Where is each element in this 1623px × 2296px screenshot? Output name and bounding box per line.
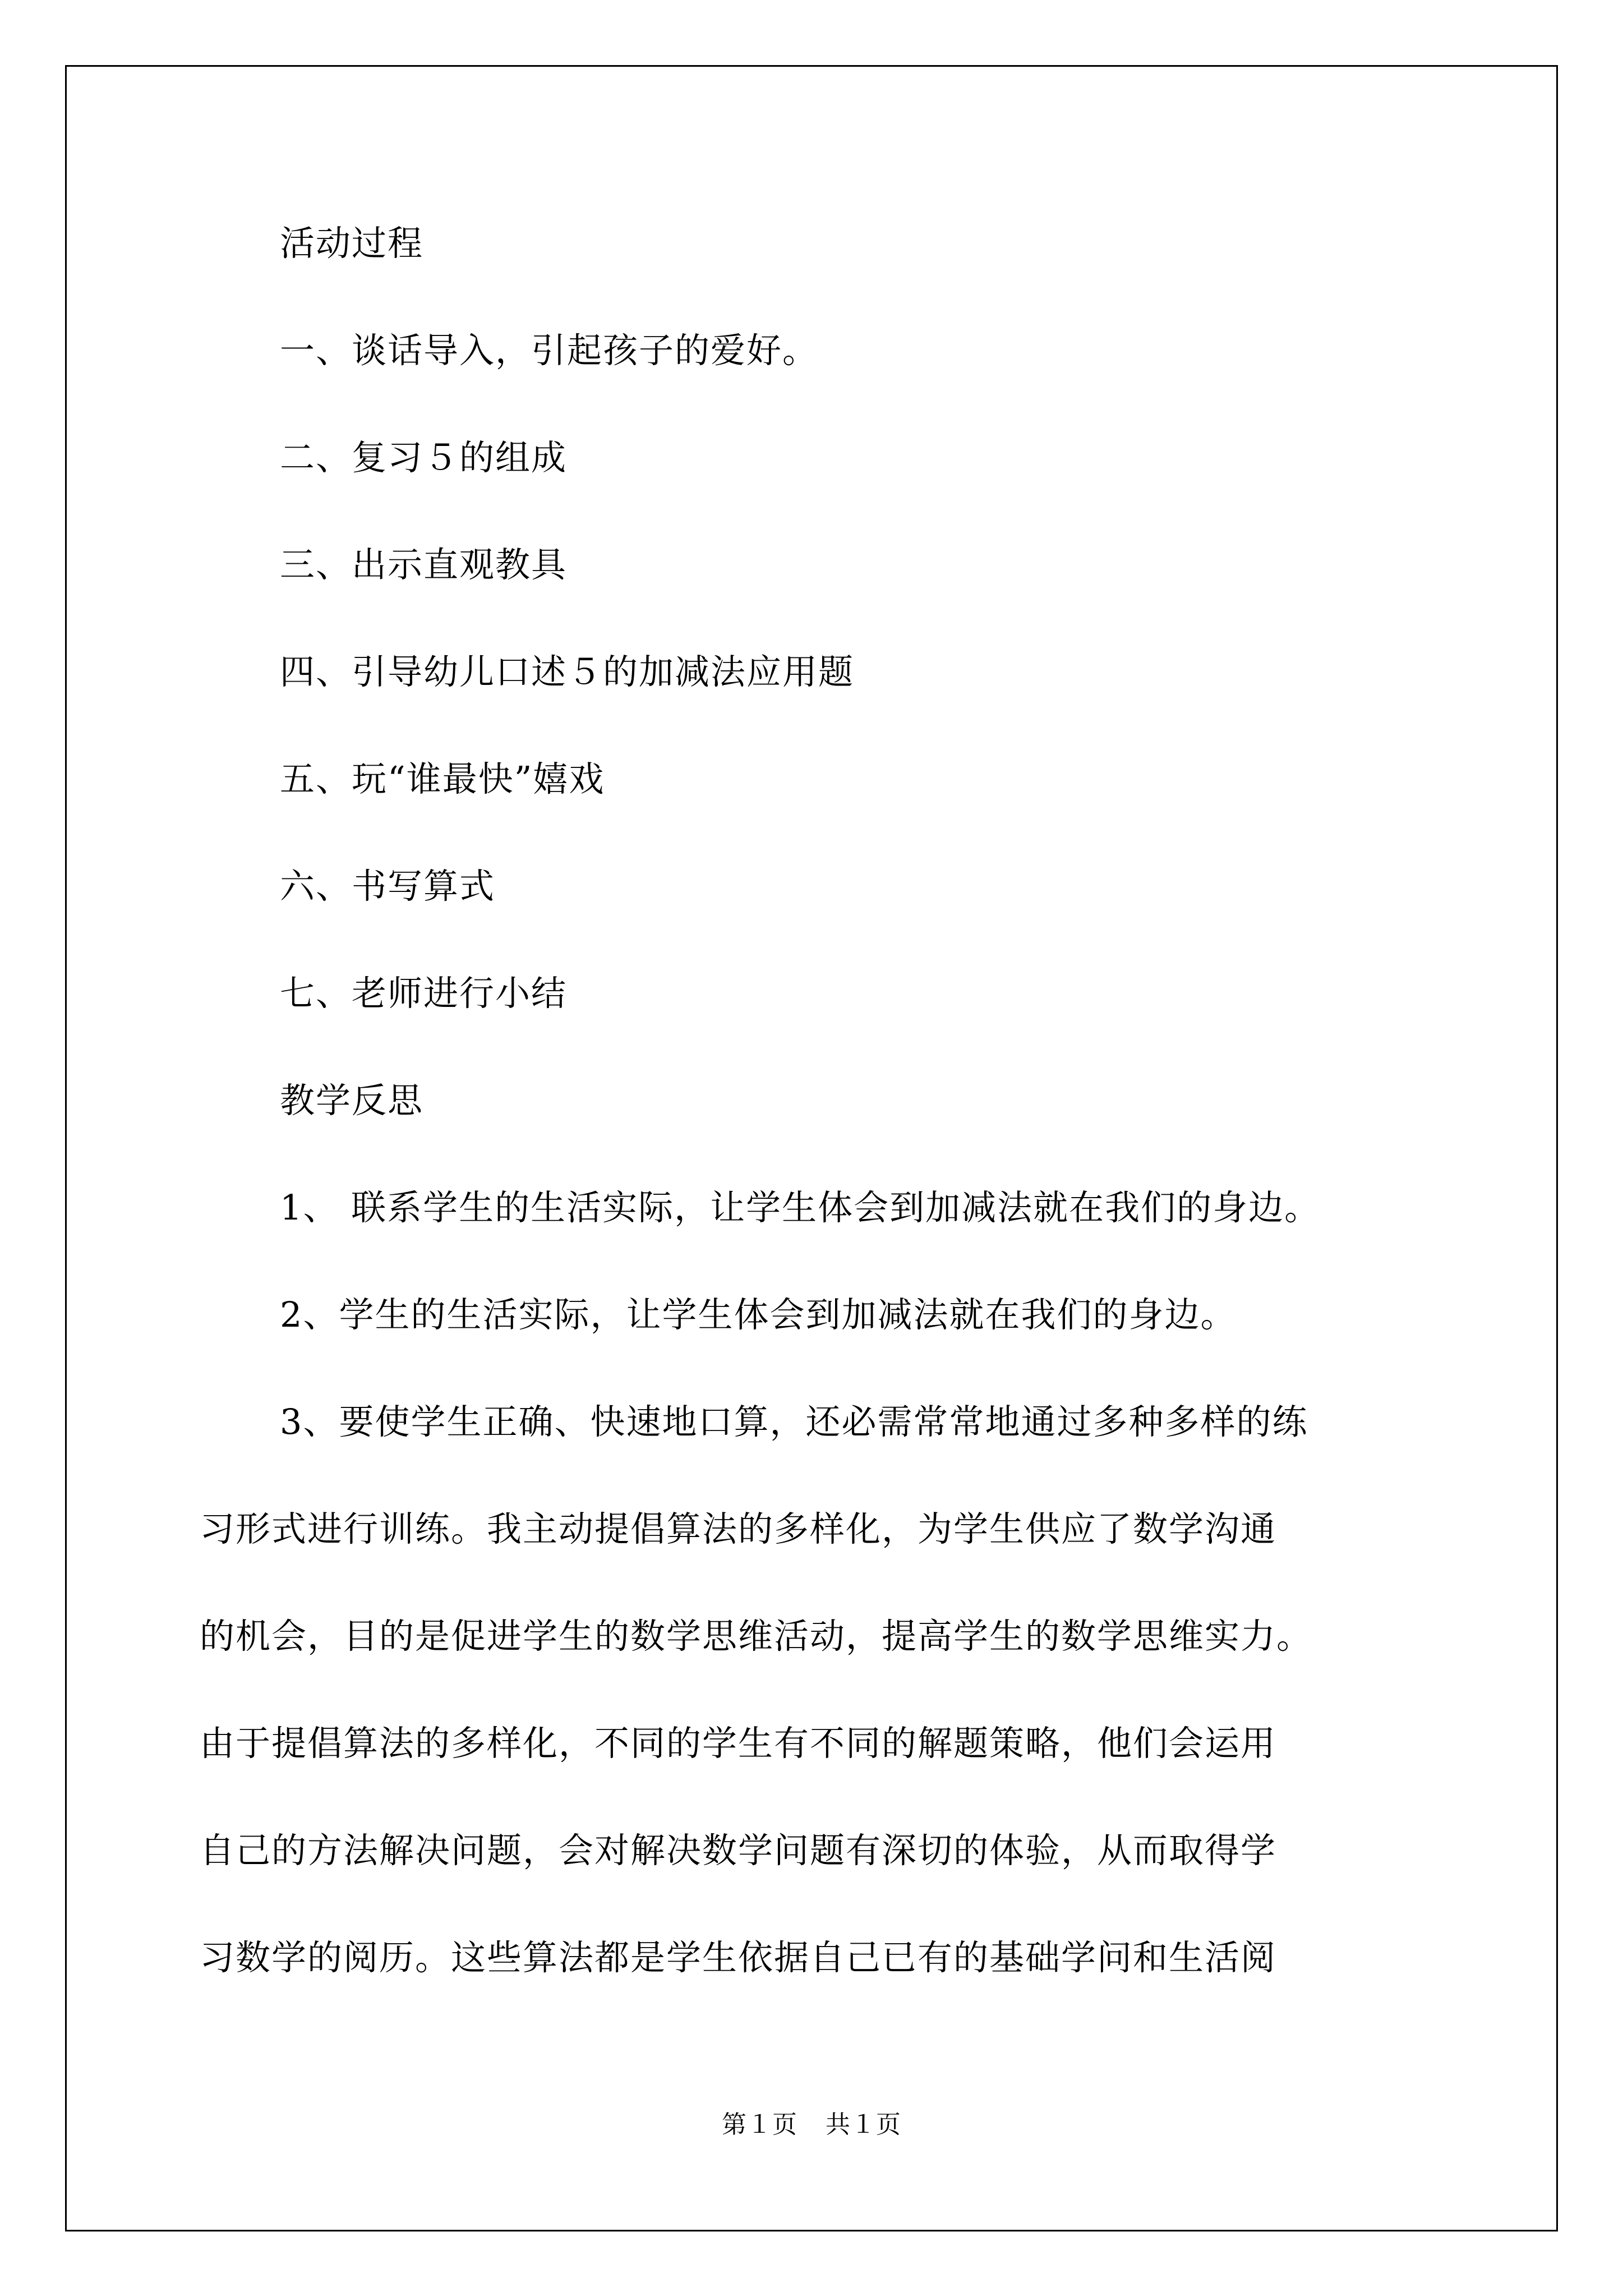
step-item: 二、复习５的组成: [280, 437, 568, 478]
reflection-paragraph-3-line: 习形式进行训练。我主动提倡算法的多样化，为学生供应了数学沟通: [200, 1508, 1277, 1549]
heading-activity-process: 活动过程: [280, 223, 424, 264]
reflection-paragraph-3-line: 自己的方法解决问题，会对解决数学问题有深切的体验，从而取得学: [200, 1830, 1277, 1871]
heading-teaching-reflection: 教学反思: [280, 1080, 424, 1121]
step-item: 六、书写算式: [280, 866, 496, 907]
document-body: [200, 222, 1433, 2043]
step-item: 四、引导幼儿口述５的加减法应用题: [280, 651, 855, 692]
step-item: 一、谈话导入，引起孩子的爱好。: [280, 330, 819, 371]
page-footer: [0, 2109, 1623, 2141]
page-number-total: 共１页: [826, 2110, 901, 2139]
page-number-current: 第１页: [722, 2110, 797, 2139]
reflection-paragraph-3-line: 的机会，目的是促进学生的数学思维活动，提高学生的数学思维实力。: [200, 1616, 1313, 1657]
reflection-paragraph-2: 2、学生的生活实际，让学生体会到加减法就在我们的身边。: [280, 1294, 1237, 1335]
reflection-paragraph-1: 1、 联系学生的生活实际，让学生体会到加减法就在我们的身边。: [280, 1187, 1321, 1228]
reflection-paragraph-3-line: 由于提倡算法的多样化，不同的学生有不同的解题策略，他们会运用: [200, 1723, 1277, 1764]
reflection-paragraph-3-line: 习数学的阅历。这些算法都是学生依据自己已有的基础学问和生活阅: [200, 1937, 1277, 1978]
step-item: 三、出示直观教具: [280, 544, 568, 585]
step-item: 五、玩“谁最快”嬉戏: [280, 758, 605, 799]
reflection-paragraph-3-line: 3、要使学生正确、快速地口算，还必需常常地通过多种多样的练: [280, 1401, 1308, 1442]
step-item: 七、老师进行小结: [280, 973, 568, 1014]
